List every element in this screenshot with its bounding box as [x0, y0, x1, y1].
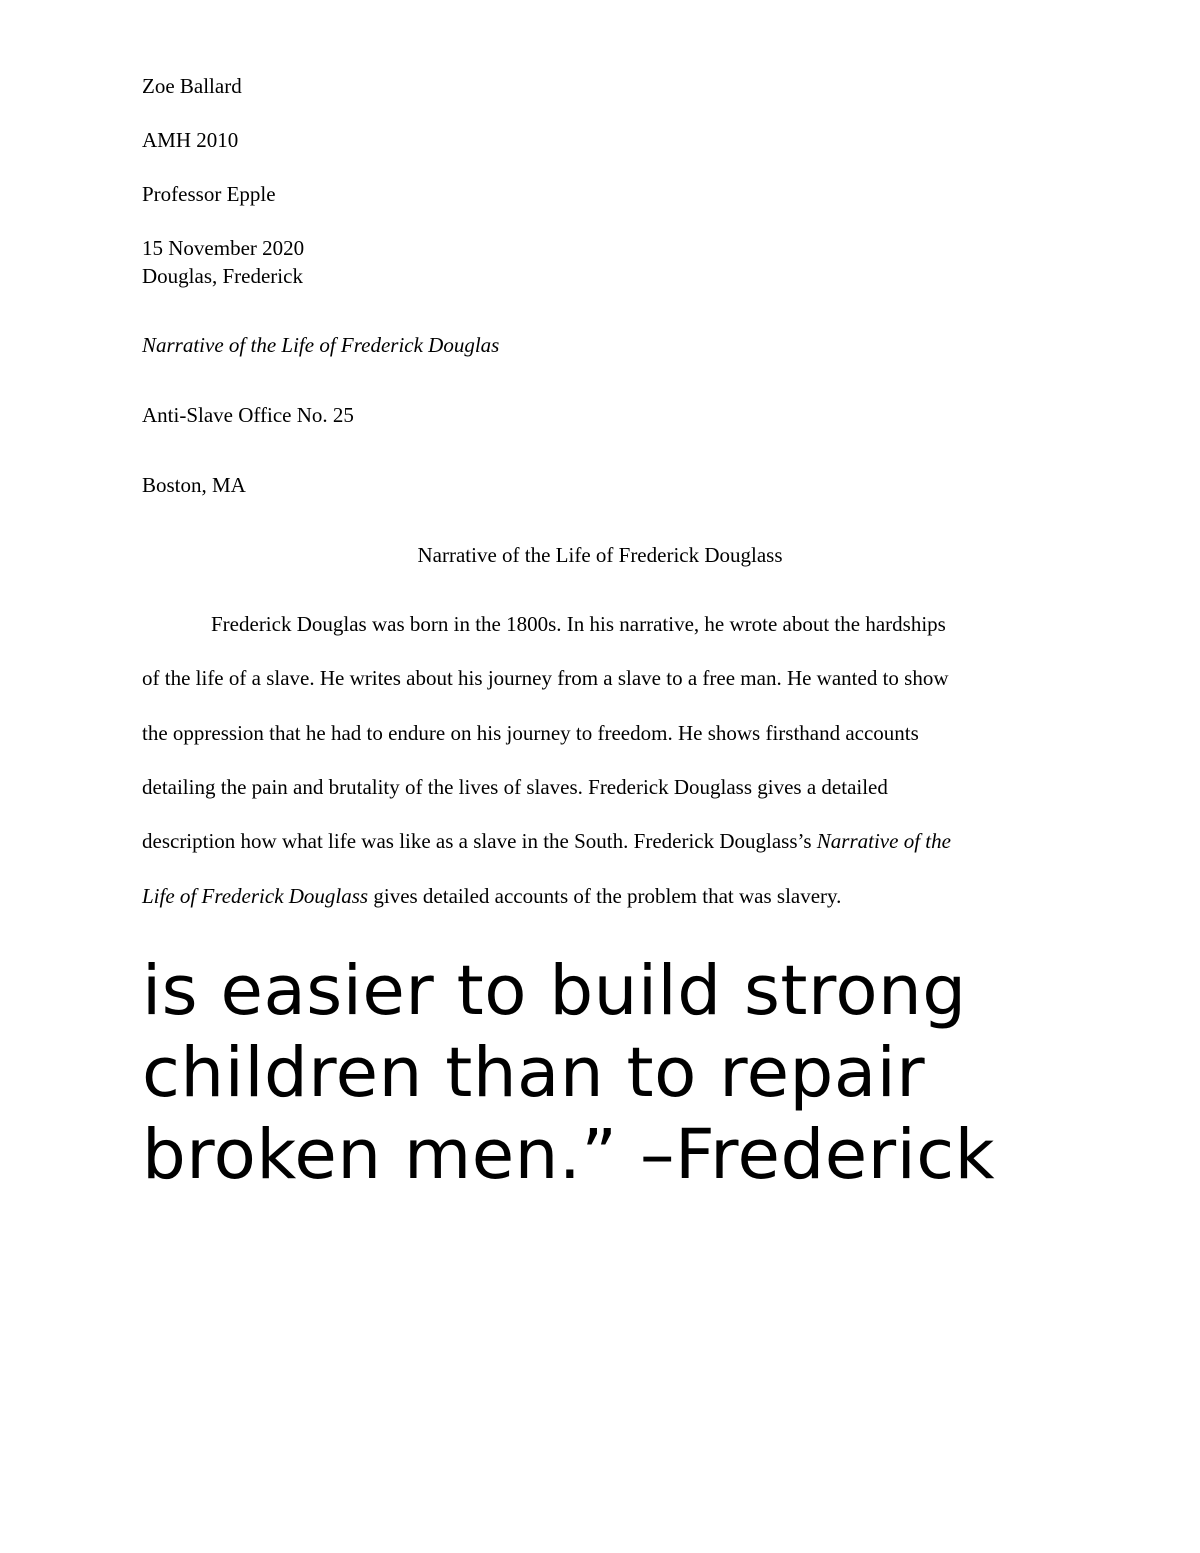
essay-line-3: the oppression that he had to endure on his journey to freedom. He shows firsthand accounts — [142, 721, 919, 745]
citation-publisher: Anti-Slave Office No. 25 — [142, 403, 354, 427]
essay-line-5-text: description how what life was like as a slave in the South. Frederick Douglass’s — [142, 829, 817, 853]
essay-line-6-italic: Life of Frederick Douglass — [142, 884, 369, 908]
essay-line-6 — [142, 884, 841, 908]
essay-line-5 — [142, 829, 951, 853]
student-name: Zoe Ballard — [142, 74, 242, 98]
citation-book-title: Narrative of the Life of Frederick Douglas — [142, 333, 500, 357]
quote-line-2: children than to repair — [142, 1033, 926, 1113]
essay-line-4: detailing the pain and brutality of the lives of slaves. Frederick Douglass gives a detailed — [142, 775, 888, 799]
essay-line-2: of the life of a slave. He writes about his journey from a slave to a free man. He wanted to show — [142, 666, 949, 690]
date: 15 November 2020 — [142, 236, 305, 260]
essay-line-5-italic: Narrative of the — [816, 829, 951, 853]
professor-name: Professor Epple — [142, 182, 276, 206]
course-code: AMH 2010 — [142, 128, 239, 152]
quote-line-3: broken men.” –Frederick — [142, 1115, 996, 1195]
essay-title: Narrative of the Life of Frederick Douglass — [417, 543, 783, 567]
citation-author: Douglas, Frederick — [142, 264, 303, 288]
essay-line-6-text: gives detailed accounts of the problem that was slavery. — [368, 884, 842, 908]
citation-location: Boston, MA — [142, 473, 246, 497]
essay-line-1: Frederick Douglas was born in the 1800s. In his narrative, he wrote about the hardships — [211, 612, 946, 636]
quote-line-1: is easier to build strong — [142, 951, 967, 1031]
